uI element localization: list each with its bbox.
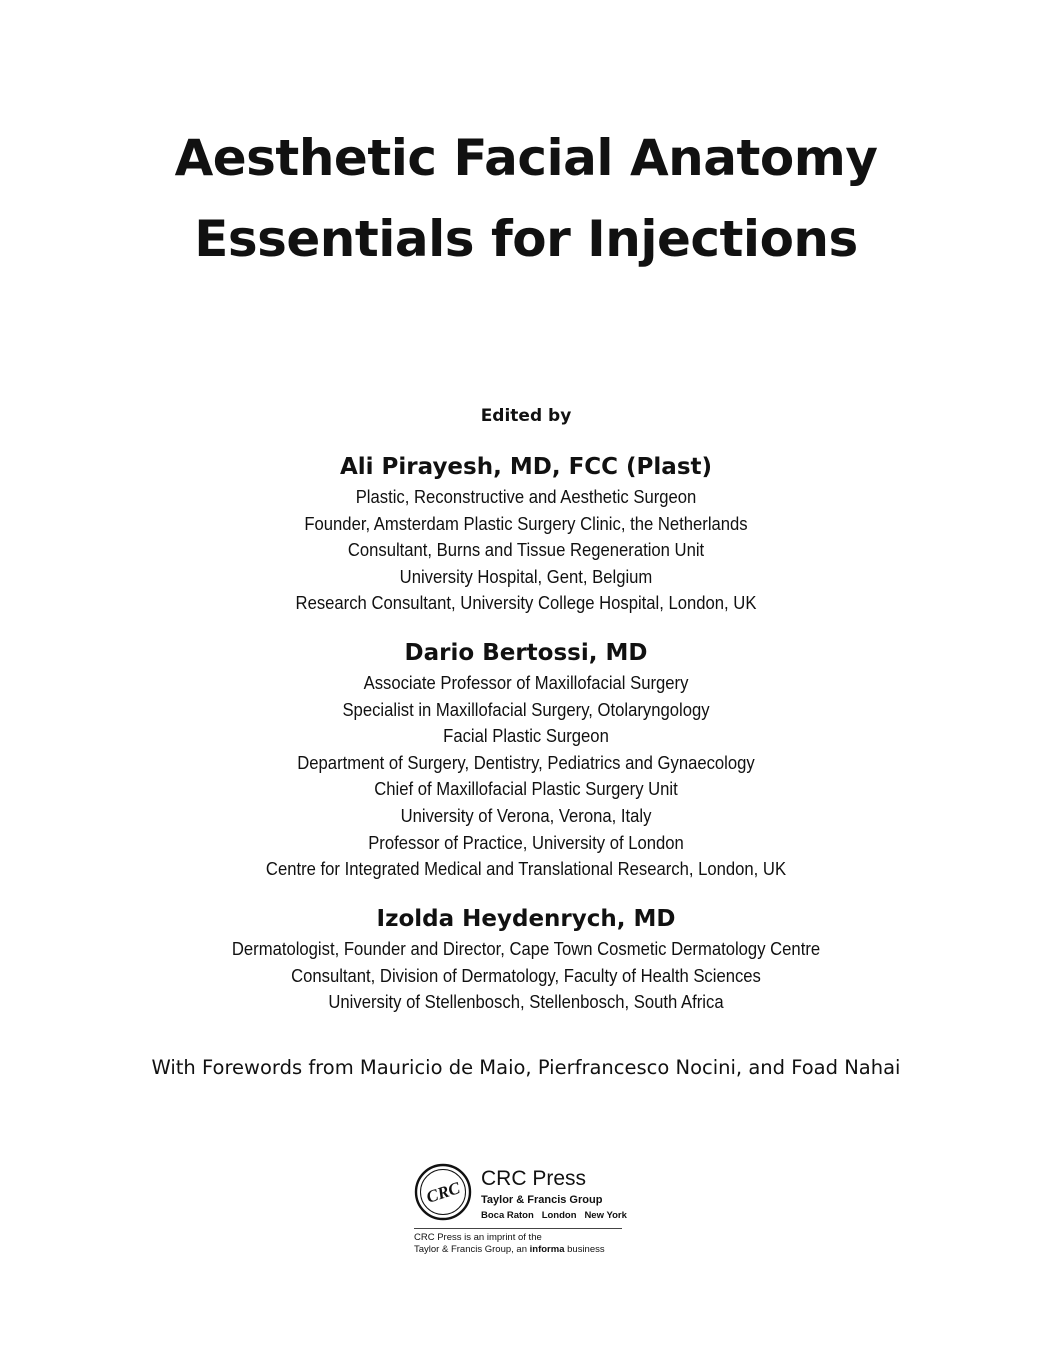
- publisher-imprint: [414, 1163, 650, 1263]
- crc-logo-text: CRC: [424, 1178, 463, 1207]
- affiliation-line: Associate Professor of Maxillofacial Surgery: [363, 672, 689, 693]
- affiliation-line: Plastic, Reconstructive and Aesthetic Surgeon: [355, 486, 697, 507]
- forewords-credit: With Forewords from Mauricio de Maio, Pierfrancesco Nocini, and Foad Nahai: [151, 1056, 901, 1079]
- imprint-line-1: CRC Press is an imprint of the: [414, 1232, 542, 1243]
- affiliation-line: Chief of Maxillofacial Plastic Surgery Unit: [374, 778, 678, 800]
- editor-block-bertossi: [0, 636, 1052, 883]
- editor-affiliations: [0, 484, 1052, 617]
- imprint-prefix: Taylor & Francis Group, an: [414, 1244, 530, 1255]
- affiliation-line: Founder, Amsterdam Plastic Surgery Clinic, the Netherlands: [304, 512, 748, 534]
- editor-name: Ali Pirayesh, MD, FCC (Plast): [339, 454, 713, 480]
- affiliation-line: Facial Plastic Surgeon: [443, 725, 609, 747]
- affiliation-line: University Hospital, Gent, Belgium: [399, 565, 653, 587]
- affiliation-line: Centre for Integrated Medical and Translational Research, London, UK: [265, 858, 787, 880]
- affiliation-line: University of Stellenbosch, Stellenbosch, South Africa: [328, 991, 724, 1013]
- editor-block-pirayesh: [0, 450, 1052, 617]
- affiliation-line: Research Consultant, University College Hospital, London, UK: [295, 592, 757, 614]
- editor-block-heydenrych: [0, 902, 1052, 1016]
- publisher-group: Taylor & Francis Group: [481, 1194, 603, 1206]
- affiliation-line: Dermatologist, Founder and Director, Cape Town Cosmetic Dermatology Centre: [231, 938, 821, 959]
- book-title-line-1: Aesthetic Facial Anatomy: [174, 129, 878, 187]
- imprint-suffix: business: [564, 1244, 605, 1255]
- book-title: [0, 118, 1052, 280]
- imprint-line-2: [414, 1244, 605, 1256]
- imprint-note: [414, 1232, 605, 1256]
- crc-press-logo: [414, 1163, 472, 1221]
- editor-name: Izolda Heydenrych, MD: [376, 906, 676, 932]
- affiliation-line: Consultant, Burns and Tissue Regeneration Unit: [347, 539, 705, 561]
- publisher-name: CRC Press: [481, 1167, 587, 1190]
- informa-brand: informa: [529, 1244, 565, 1255]
- editor-affiliations: [0, 670, 1052, 883]
- editor-name: Dario Bertossi, MD: [404, 640, 648, 666]
- edited-by-label: Edited by: [480, 406, 572, 426]
- affiliation-line: Specialist in Maxillofacial Surgery, Otolaryngology: [342, 698, 710, 720]
- editor-affiliations: [0, 936, 1052, 1016]
- book-title-line-2: Essentials for Injections: [194, 210, 858, 268]
- affiliation-line: Consultant, Division of Dermatology, Faculty of Health Sciences: [291, 964, 761, 986]
- affiliation-line: University of Verona, Verona, Italy: [400, 804, 652, 826]
- publisher-cities: Boca Raton London New York: [481, 1210, 627, 1221]
- publisher-divider: [414, 1228, 622, 1229]
- affiliation-line: Department of Surgery, Dentistry, Pediatrics and Gynaecology: [297, 751, 755, 773]
- affiliation-line: Professor of Practice, University of London: [368, 831, 684, 853]
